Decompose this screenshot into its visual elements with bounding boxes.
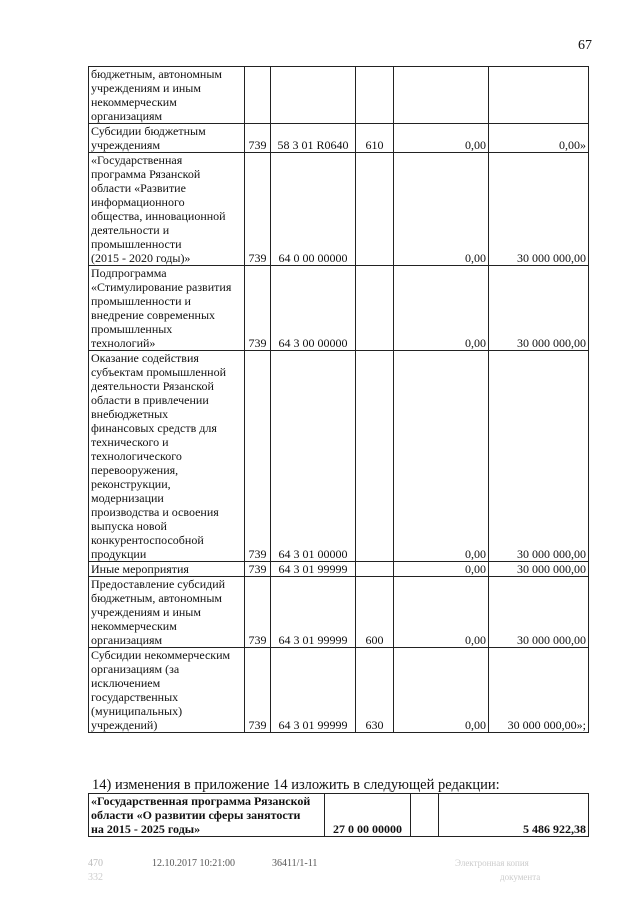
row-code: 739 [245, 153, 271, 266]
program-amount: 5 486 922,38 [439, 794, 589, 837]
row-code: 739 [245, 648, 271, 733]
row-name: «Государственная программа Рязанской области «Развитие информационного общества, инновационной деятельности и промышленности (2015 - 2020 годы)» [89, 153, 245, 266]
footer-datetime: 12.10.2017 10:21:00 [152, 858, 236, 869]
row-name: Иные мероприятия [89, 562, 245, 577]
table-row [89, 124, 589, 153]
row-csr: 64 0 00 00000 [271, 153, 356, 266]
row-code: 739 [245, 266, 271, 351]
row-vr [356, 153, 394, 266]
row-code: 739 [245, 351, 271, 562]
row-value-1 [394, 67, 489, 124]
row-code: 739 [245, 124, 271, 153]
row-vr: 630 [356, 648, 394, 733]
budget-table [88, 66, 589, 733]
row-value-1: 0,00 [394, 124, 489, 153]
row-vr: 610 [356, 124, 394, 153]
row-name: Подпрограмма «Стимулирование развития промышленности и внедрение современных промышленных технологий» [89, 266, 245, 351]
table-row [89, 577, 589, 648]
row-value-2: 30 000 000,00 [489, 351, 589, 562]
row-value-2: 30 000 000,00 [489, 562, 589, 577]
row-vr [356, 266, 394, 351]
row-code: 739 [245, 577, 271, 648]
footer-mark: 470 [88, 858, 103, 869]
row-value-1: 0,00 [394, 153, 489, 266]
row-value-2: 0,00» [489, 124, 589, 153]
footer-ghost-mark: 332 [88, 872, 103, 883]
row-value-2: 30 000 000,00»; [489, 648, 589, 733]
row-csr: 58 3 01 R0640 [271, 124, 356, 153]
row-vr: 600 [356, 577, 394, 648]
table-row [89, 153, 589, 266]
row-value-2: 30 000 000,00 [489, 153, 589, 266]
row-value-1: 0,00 [394, 577, 489, 648]
row-code [245, 67, 271, 124]
row-name: бюджетным, автономным учреждениям и иным некоммерческим организациям [89, 67, 245, 124]
row-csr: 64 3 01 99999 [271, 562, 356, 577]
row-name: Субсидии бюджетным учреждениям [89, 124, 245, 153]
row-value-1: 0,00 [394, 648, 489, 733]
row-name: Оказание содействия субъектам промышленной деятельности Рязанской области в привлечении внебюджетных финансовых средств для технического и технологического перевооружения, реконструкции, модернизации производства и освоения выпуска новой конкурентоспособной продукции [89, 351, 245, 562]
table-row [89, 794, 589, 837]
row-code: 739 [245, 562, 271, 577]
page-number: 67 [578, 38, 592, 53]
table-row [89, 351, 589, 562]
amendment-note: 14) изменения в приложение 14 изложить в следующей редакции: [92, 777, 500, 793]
table-row [89, 266, 589, 351]
row-value-2: 30 000 000,00 [489, 266, 589, 351]
row-value-2: 30 000 000,00 [489, 577, 589, 648]
row-value-1: 0,00 [394, 266, 489, 351]
row-csr: 64 3 01 00000 [271, 351, 356, 562]
program-csr: 27 0 00 00000 [325, 794, 411, 837]
row-value-2 [489, 67, 589, 124]
table-row [89, 648, 589, 733]
row-vr [356, 67, 394, 124]
program-empty-cell [411, 794, 439, 837]
row-vr [356, 562, 394, 577]
row-csr: 64 3 00 00000 [271, 266, 356, 351]
footer-faded-text-2: документа [500, 872, 541, 882]
row-value-1: 0,00 [394, 562, 489, 577]
program-name: «Государственная программа Рязанской области «О развитии сферы занятости на 2015 - 2025 годы» [89, 794, 325, 837]
footer-faded-text: Электронная копия [455, 858, 529, 868]
table-row [89, 562, 589, 577]
row-csr: 64 3 01 99999 [271, 577, 356, 648]
row-csr [271, 67, 356, 124]
row-value-1: 0,00 [394, 351, 489, 562]
program-table [88, 793, 589, 837]
row-vr [356, 351, 394, 562]
table-row [89, 67, 589, 124]
row-csr: 64 3 01 99999 [271, 648, 356, 733]
footer-doc-number: 36411/1-11 [272, 858, 318, 869]
row-name: Предоставление субсидий бюджетным, автономным учреждениям и иным некоммерческим организациям [89, 577, 245, 648]
row-name: Субсидии некоммерческим организациям (за исключением государственных (муниципальных) учреждений) [89, 648, 245, 733]
